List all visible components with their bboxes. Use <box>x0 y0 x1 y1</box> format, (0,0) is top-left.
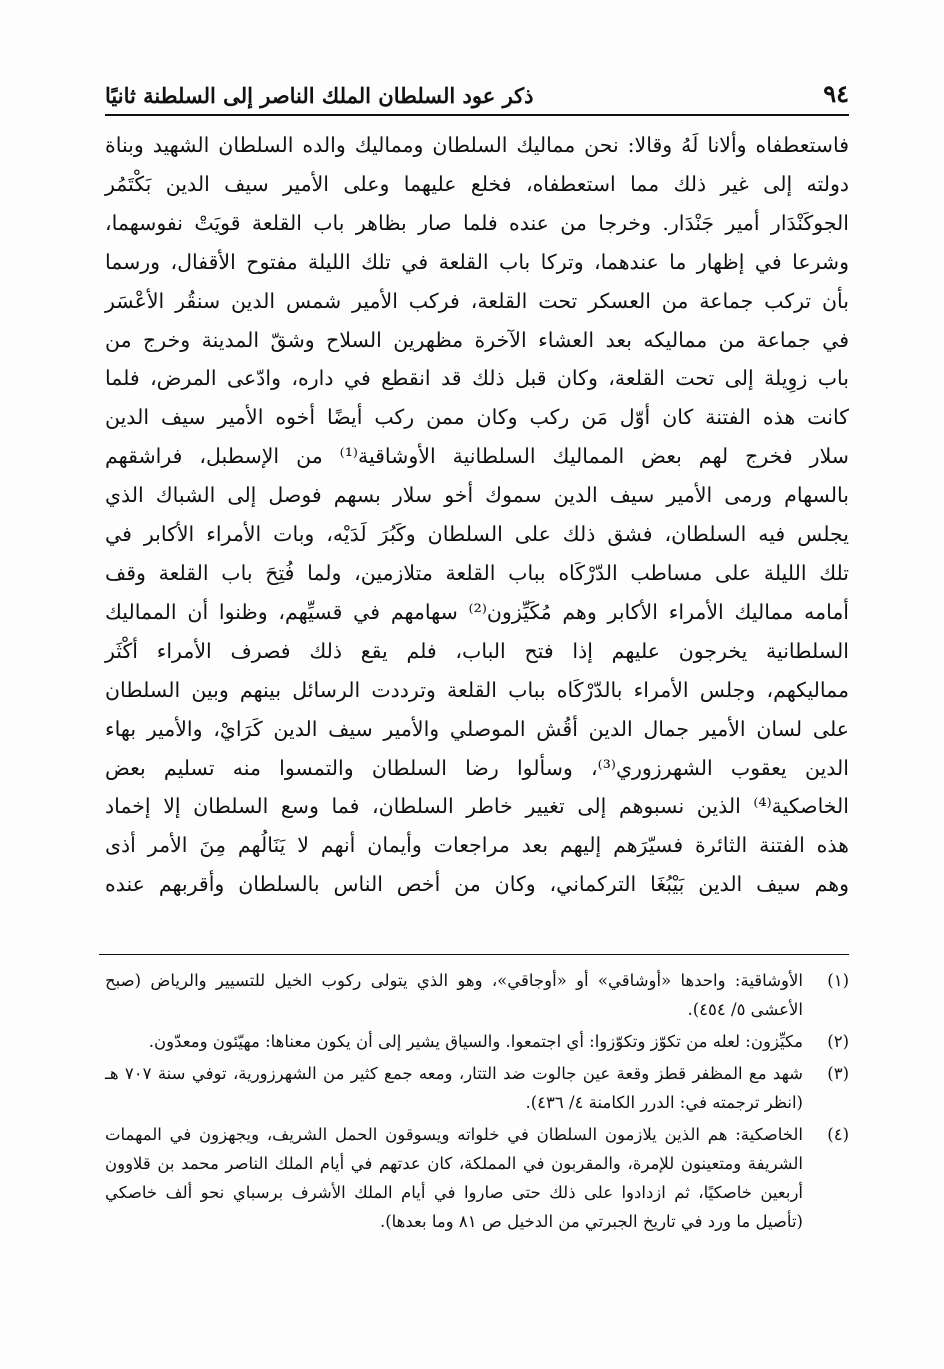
text-line: بأن تركب جماعة من العسكر تحت القلعة، فركب الأمير شمس الدين سنقُر الأعْسَر <box>105 288 849 313</box>
text-line: الجوكَنْدَار أمير جَنْدَار. وخرجا من عنده فلما صار بظاهر باب القلعة قويَتْ نفوسهما، <box>105 210 849 235</box>
text-line: تلك الليلة على مساطب الدّرْكَاه بباب القلعة متلازمين، ولما فُتِحَ باب القلعة وقف <box>105 560 849 585</box>
footnote-number: (٢) <box>827 1032 849 1051</box>
footnote-text: شهد مع المظفر قطز وقعة عين جالوت ضد التتار، ومعه جمع كثير من الشهرزورية، توفي سنة ٧٠٧ هـ (انظر ترجمته في: الدرر الكامنة ٤/ ٤٣٦). <box>105 1064 803 1112</box>
text-line: وهم سيف الدين بَيْبُغَا التركماني، وكان من أخص الناس بالسلطان وأقربهم عنده <box>105 872 849 897</box>
page-number: ٩٤ <box>823 79 849 108</box>
text-line: السلطانية يخرجون عليهم إذا فتح الباب، فلم يقع ذلك فصرف الأمراء أكْثَر <box>105 638 849 663</box>
footnote-text: مكيِّزون: لعله من تكوّز وتكوّزوا: أي اجتمعوا. والسياق يشير إلى أن يكون معناها: مهيّئون ومعدّون. <box>148 1032 803 1051</box>
footnote-number: (١) <box>827 971 849 990</box>
footnote-text: الأوشاقية: واحدها «أوشاقي» أو «أوجاقي»، وهو الذي يتولى ركوب الخيل للتسيير والرياض (صبح الأعشى ٥/ ٤٥٤). <box>105 971 803 1019</box>
footnote-number: (٤) <box>827 1125 849 1144</box>
text-line: هذه الفتنة الثائرة فسيّرَهم إليهم بعد مراجعات وأيمان أنهم لا يَنَالُهم مِنَ الأمر أذى <box>105 833 849 858</box>
text-line: دولته إلى غير ذلك مما استعطفاه، فخلع عليهما وعلى الأمير سيف الدين بَكْتَمُر <box>105 171 849 196</box>
footnote <box>105 966 849 1024</box>
footnote <box>105 1027 849 1056</box>
footnote <box>105 1059 849 1117</box>
text-line: الخاصكية⁽⁴⁾ الذين نسبوهم إلى تغيير خاطر السلطان، فما وسع السلطان إلا إخماد <box>105 794 849 819</box>
text-line: على لسان الأمير جمال الدين أقُش الموصلي والأمير سيف الدين كَرَايْ، والأمير بهاء <box>105 716 849 741</box>
main-text <box>105 126 849 904</box>
page-header <box>105 72 849 116</box>
text-line: فاستعطفاه وألانا لَهُ وقالا: نحن مماليك السلطان ومماليك والده السلطان الشهيد وبناة <box>105 133 849 157</box>
text-line: كانت هذه الفتنة كان أوّل مَن ركب وكان ممن ركب أيضًا أخوه الأمير سيف الدين <box>105 405 849 430</box>
text-line: يجلس فيه السلطان، فشق ذلك على السلطان وكَبُرَ لَدَيْه، وبات الأمراء الأكابر في <box>105 522 849 547</box>
text-line: مماليكهم، وجلس الأمراء بالدّرْكَاه بباب القلعة وترددت الرسائل بينهم وبين السلطان <box>105 677 849 702</box>
text-line: باب زوِيلة إلى تحت القلعة، وكان قبل ذلك قد انقطع في داره، وادّعى المرض، فلما <box>105 366 849 391</box>
text-line: الدين يعقوب الشهرزوري⁽³⁾، وسألوا رضا السلطان والتمسوا منه تسليم بعض <box>105 755 849 780</box>
text-line: وشرعا في إظهار ما عندهما، وتركا باب القلعة في تلك الليلة مفتوح الأقفال، ورسما <box>105 249 849 274</box>
text-line: في جماعة من مماليكه بعد العشاء الآخرة مظهرين السلاح وشقّ المدينة وخرج من <box>105 327 849 352</box>
footnotes <box>105 966 849 1239</box>
footnote-text: الخاصكية: هم الذين يلازمون السلطان في خلواته ويسوقون الحمل الشريف، ويجهزون في المهمات الشريفة ومتعينون للإمرة، والمقربون في المملكة، كان عدتهم في أيام الملك الناصر محمد بن قلاوون أربعين خاصكيًا، ثم ازدادوا على ذلك حتى صاروا في أيام الملك الأشرف برسباي نحو ألف خاصكي (تأصيل ما ورد في تاريخ الجبرتي من الدخيل ص ٨١ وما بعدها). <box>105 1125 803 1231</box>
footnote-number: (٣) <box>827 1064 849 1083</box>
text-line: أمامه مماليك الأمراء الأكابر وهم مُكَيِّزون⁽²⁾ سهامهم في قسيِّهم، وظنوا أن المماليك <box>105 599 849 624</box>
footnote-separator <box>99 954 849 955</box>
text-line: سلار فخرج لهم بعض المماليك السلطانية الأوشاقية⁽¹⁾ من الإسطبل، فراشقهم <box>105 444 849 469</box>
running-title: ذكر عود السلطان الملك الناصر إلى السلطنة ثانيًا <box>105 83 534 108</box>
text-line: بالسهام ورمى الأمير سيف الدين سموك أخو سلار بسهم فوصل إلى الشباك الذي <box>105 483 849 508</box>
footnote <box>105 1120 849 1236</box>
